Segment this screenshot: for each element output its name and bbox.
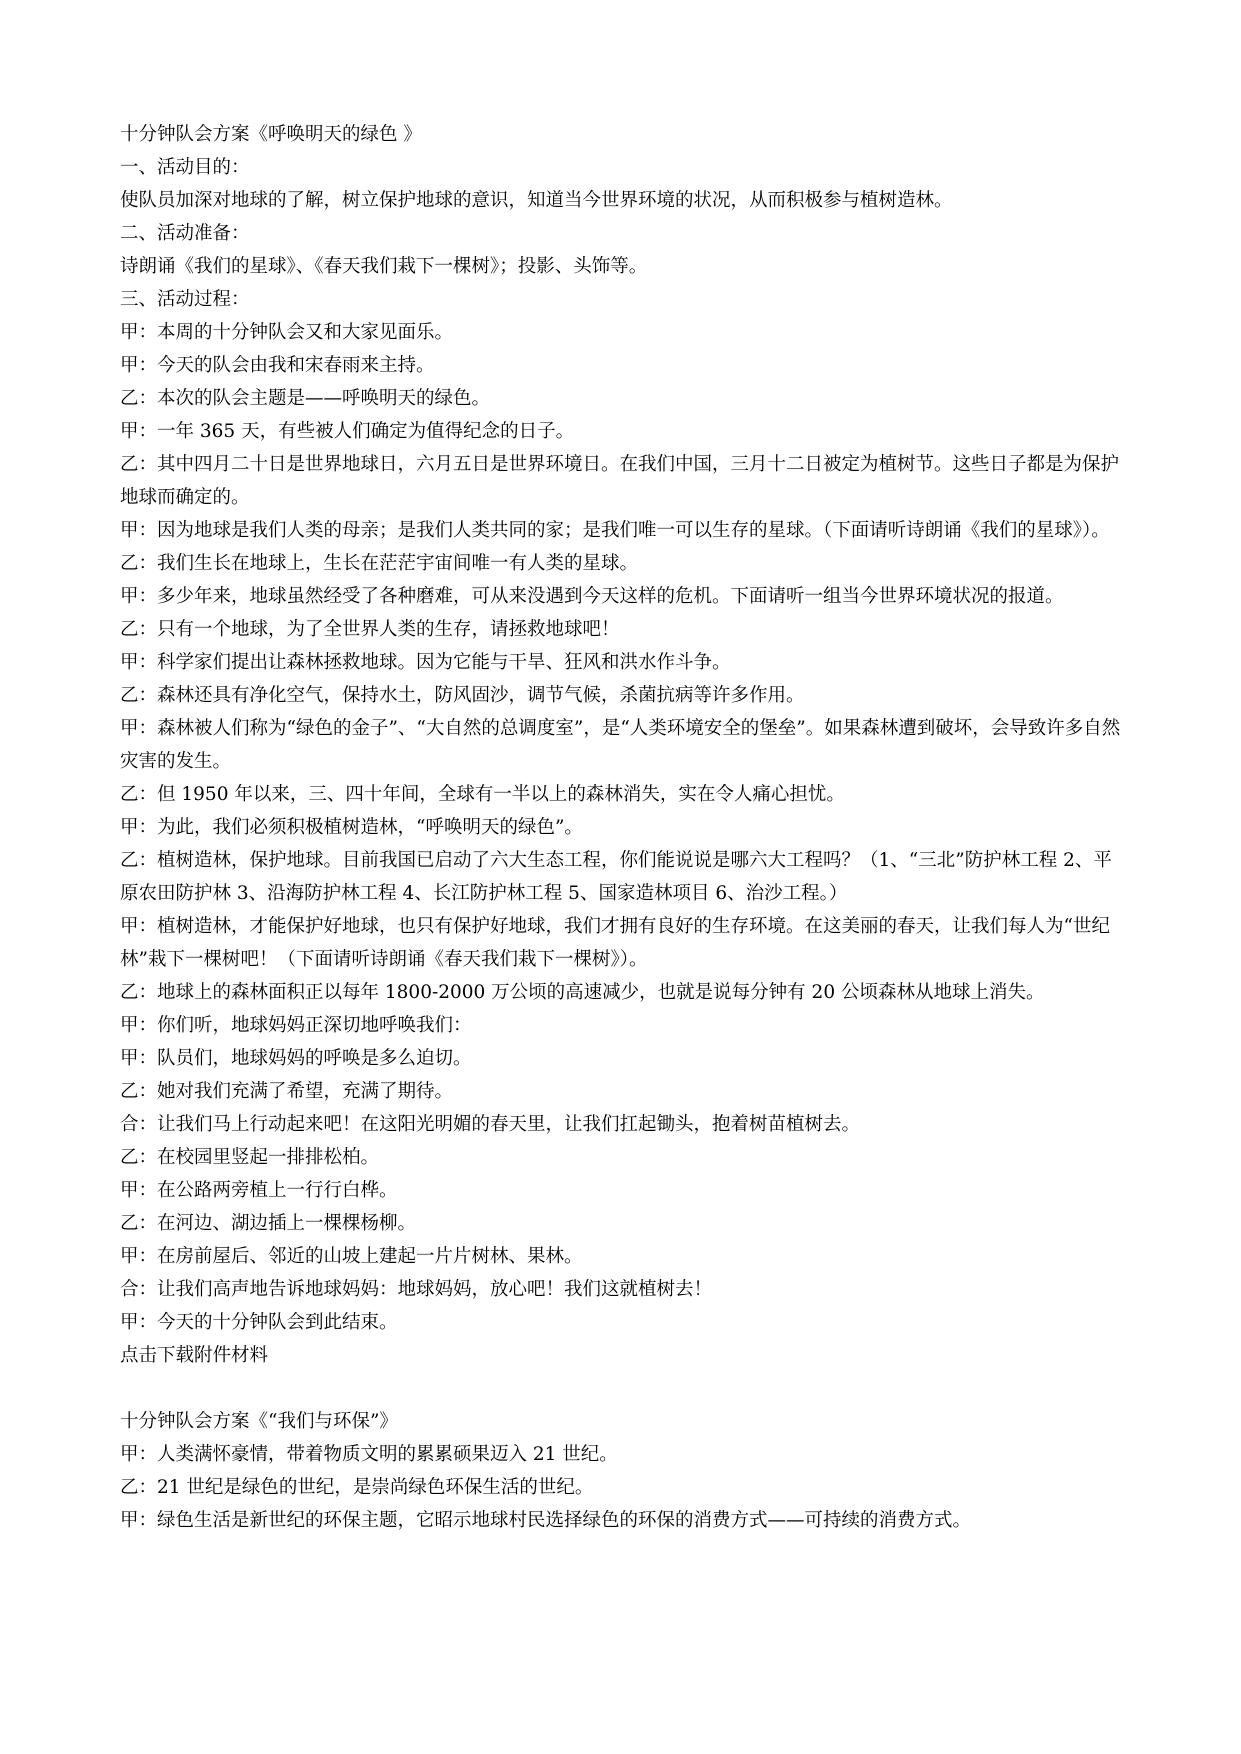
section1-line: 三、活动过程： — [120, 289, 250, 310]
section1-line: 合：让我们高声地告诉地球妈妈：地球妈妈，放心吧！我们这就植树去！ — [120, 1279, 713, 1300]
section1-title: 十分钟队会方案《呼唤明天的绿色 》 — [120, 124, 422, 145]
section1-line: 乙：我们生长在地球上，生长在茫茫宇宙间唯一有人类的星球。 — [120, 553, 639, 574]
section-divider — [120, 1372, 1130, 1405]
section1-line: 甲：植树造林，才能保护好地球，也只有保护好地球，我们才拥有良好的生存环境。在这美丽的春天，让我们每人为“世纪林”栽下一棵树吧！（下面请听诗朗诵《春天我们栽下一棵树》）。 — [120, 916, 1110, 970]
section1-line: 甲：本周的十分钟队会又和大家见面乐。 — [120, 322, 454, 343]
section1-line: 一、活动目的： — [120, 157, 250, 178]
section1-line: 乙：本次的队会主题是——呼唤明天的绿色。 — [120, 388, 491, 409]
section2-line: 甲：人类满怀豪情，带着物质文明的累累硕果迈入 21 世纪。 — [120, 1444, 618, 1465]
section1-line: 甲：你们听，地球妈妈正深切地呼唤我们： — [120, 1015, 472, 1036]
section1-line: 乙：其中四月二十日是世界地球日，六月五日是世界环境日。在我们中国，三月十二日被定为植树节。这些日子都是为保护地球而确定的。 — [120, 454, 1120, 508]
section1-line: 乙：在校园里竖起一排排松柏。 — [120, 1147, 380, 1168]
section1-line: 使队员加深对地球的了解，树立保护地球的意识，知道当今世界环境的状况，从而积极参与植树造林。 — [120, 190, 953, 211]
section1-line: 甲：科学家们提出让森林拯救地球。因为它能与干旱、狂风和洪水作斗争。 — [120, 652, 731, 673]
section1-line: 甲：一年 365 天，有些被人们确定为值得纪念的日子。 — [120, 421, 575, 442]
section1-line: 乙：只有一个地球，为了全世界人类的生存，请拯救地球吧！ — [120, 619, 620, 640]
section1-line: 甲：在房前屋后、邻近的山坡上建起一片片树林、果林。 — [120, 1246, 583, 1267]
section1-line: 甲：多少年来，地球虽然经受了各种磨难，可从来没遇到今天这样的危机。下面请听一组当今世界环境状况的报道。 — [120, 586, 1064, 607]
section1-line: 甲：森林被人们称为“绿色的金子”、“大自然的总调度室”，是“人类环境安全的堡垒”。如果森林遭到破坏，会导致许多自然灾害的发生。 — [120, 718, 1121, 772]
section1-line: 诗朗诵《我们的星球》、《春天我们栽下一棵树》；投影、头饰等。 — [120, 256, 648, 277]
section1-line: 乙：但 1950 年以来，三、四十年间，全球有一半以上的森林消失，实在令人痛心担忧。 — [120, 784, 845, 805]
document-body — [120, 118, 1130, 1537]
section1-line: 甲：今天的队会由我和宋春雨来主持。 — [120, 355, 435, 376]
section1-line: 合：让我们马上行动起来吧！在这阳光明媚的春天里，让我们扛起锄头，抱着树苗植树去。 — [120, 1114, 861, 1135]
section1-line: 甲：今天的十分钟队会到此结束。 — [120, 1312, 398, 1333]
section1-line: 乙：在河边、湖边插上一棵棵杨柳。 — [120, 1213, 417, 1234]
download-attachment-link[interactable]: 点击下载附件材料 — [120, 1345, 269, 1366]
section1-line: 甲：队员们，地球妈妈的呼唤是多么迫切。 — [120, 1048, 472, 1069]
section2-line: 甲：绿色生活是新世纪的环保主题，它昭示地球村民选择绿色的环保的消费方式——可持续的消费方式。 — [120, 1510, 972, 1531]
section1-line: 乙：她对我们充满了希望，充满了期待。 — [120, 1081, 454, 1102]
section1-line: 甲：在公路两旁植上一行行白桦。 — [120, 1180, 398, 1201]
section1-line: 乙：地球上的森林面积正以每年 1800-2000 万公顷的高速减少，也就是说每分钟有 20 公顷森林从地球上消失。 — [120, 982, 1045, 1003]
section2-title: 十分钟队会方案《“我们与环保”》 — [120, 1411, 398, 1432]
section1-line: 乙：森林还具有净化空气，保持水土，防风固沙，调节气候，杀菌抗病等许多作用。 — [120, 685, 805, 706]
section1-line: 乙：植树造林，保护地球。目前我国已启动了六大生态工程，你们能说说是哪六大工程吗？（1、“三北”防护林工程 2、平原农田防护林 3、沿海防护林工程 4、长江防护林工程 5、国家造林项目 6、治沙工程。） — [120, 850, 1112, 904]
section1-line: 甲：为此，我们必须积极植树造林，“呼唤明天的绿色”。 — [120, 817, 583, 838]
section1-line: 二、活动准备： — [120, 223, 250, 244]
section2-line: 乙：21 世纪是绿色的世纪，是崇尚绿色环保生活的世纪。 — [120, 1477, 594, 1498]
section1-line: 甲：因为地球是我们人类的母亲；是我们人类共同的家；是我们唯一可以生存的星球。（下面请听诗朗诵《我们的星球》）。 — [120, 520, 1110, 541]
